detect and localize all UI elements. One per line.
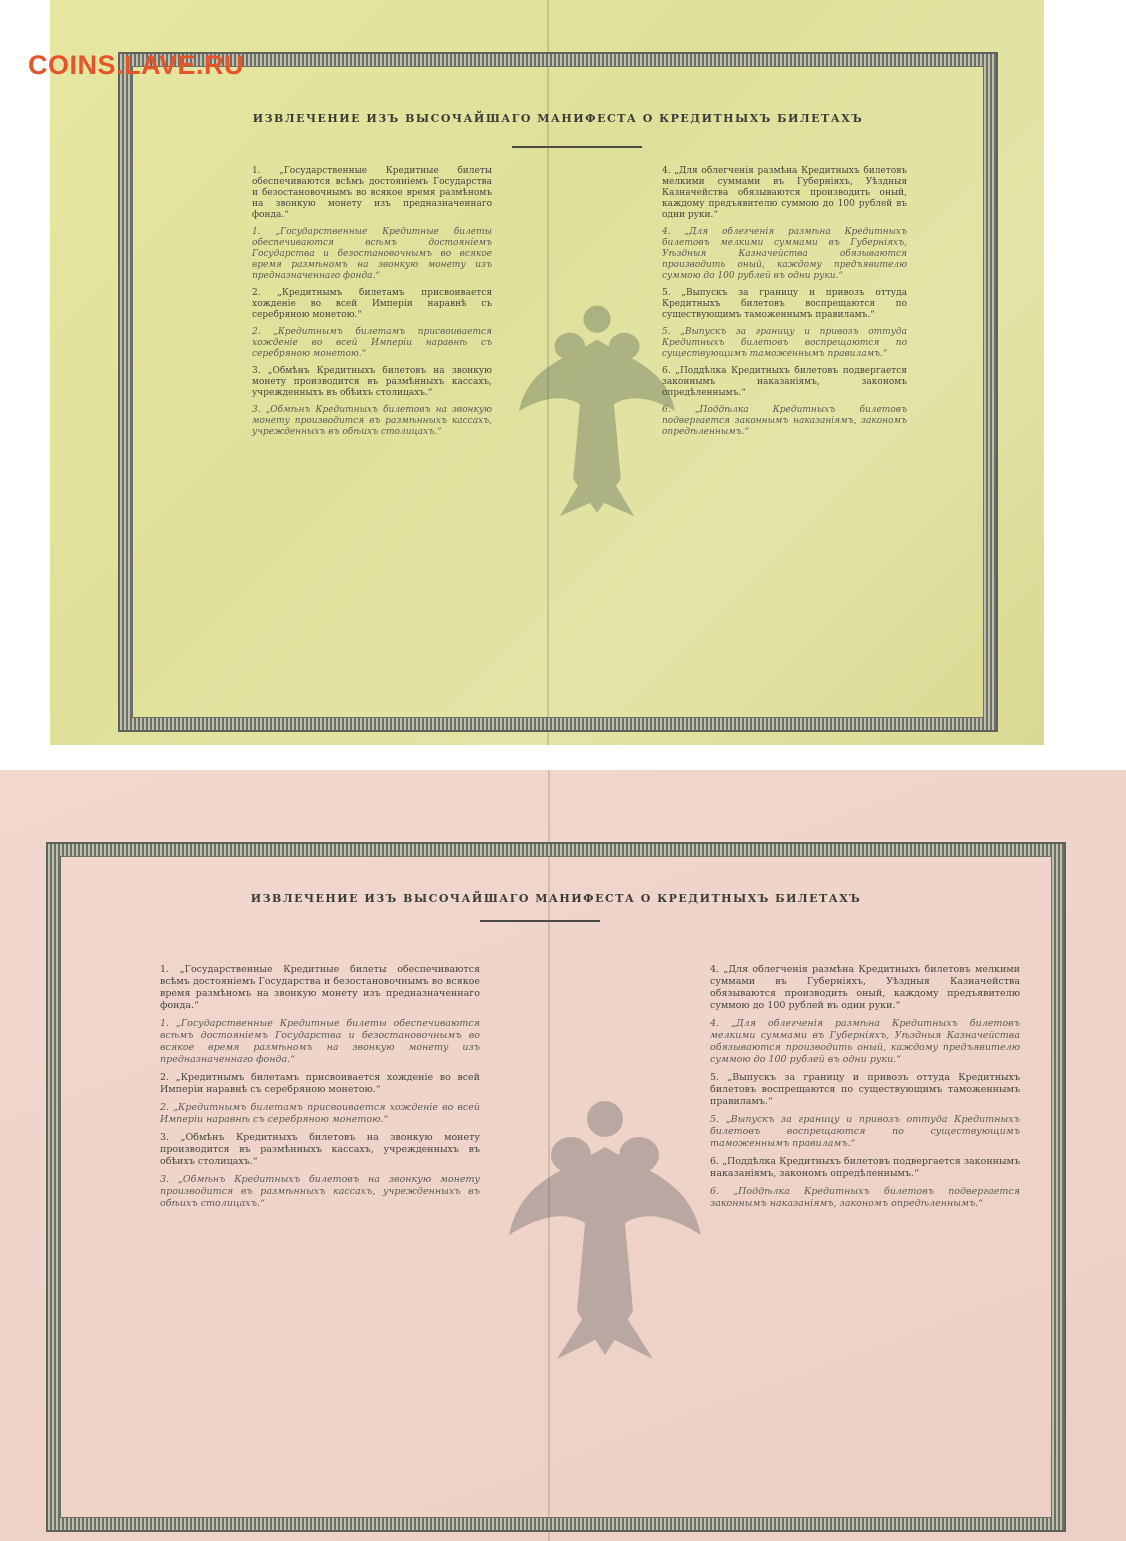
clause-5-italic: 5. „Выпускъ за границу и привозъ оттуда Кредитныхъ билетовъ воспрещаются по существующимъ таможеннымъ правиламъ.“ [710, 1114, 1020, 1149]
clause-4-italic: 4. „Для облегченія размѣна Кредитныхъ билетовъ мелкими суммами въ Губерніяхъ, Уѣздныя Казначейства обязываются производить оный, каждому предъявителю суммою до 100 рублей въ одни руки.“ [710, 1018, 1020, 1065]
clause-5: 5. „Выпускъ за границу и привозъ оттуда Кредитныхъ билетовъ воспрещаются по существующимъ таможеннымъ правиламъ.“ [662, 288, 907, 320]
clause-1-italic: 1. „Государственные Кредитные билеты обеспечиваются всѣмъ достояніемъ Государства и безостановочнымъ во всякое время размѣномъ на звонкую монету изъ предназначеннаго фонда.“ [160, 1018, 480, 1065]
double-headed-eagle-icon [512, 291, 682, 531]
clause-6-italic: 6. „Поддѣлка Кредитныхъ билетовъ подвергается законнымъ наказаніямъ, закономъ опредѣленнымъ.“ [710, 1186, 1020, 1209]
clause-6-italic: 6. „Поддѣлка Кредитныхъ билетовъ подвергается законнымъ наказаніямъ, закономъ опредѣленнымъ.“ [662, 405, 907, 437]
clause-6: 6. „Поддѣлка Кредитныхъ билетовъ подвергается законнымъ наказаніямъ, закономъ опредѣленнымъ.“ [710, 1156, 1020, 1179]
clause-3: 3. „Обмѣнъ Кредитныхъ билетовъ на звонкую монету производится въ размѣнныхъ кассахъ, учрежденныхъ въ обѣихъ столицахъ.“ [160, 1132, 480, 1167]
text-column-left [252, 166, 492, 444]
clause-2: 2. „Кредитнымъ билетамъ присвоивается хожденіе во всей Имперіи наравнѣ съ серебряною монетою.“ [160, 1072, 480, 1095]
manifesto-title: ИЗВЛЕЧЕНИЕ ИЗЪ ВЫСОЧАЙШАГО МАНИФЕСТА О КРЕДИТНЫХЪ БИЛЕТАХЪ [252, 112, 864, 125]
clause-1: 1. „Государственные Кредитные билеты обеспечиваются всѣмъ достояніемъ Государства и безостановочнымъ во всякое время размѣномъ на звонкую монету изъ предназначеннаго фонда.“ [160, 964, 480, 1011]
text-column-right [662, 166, 907, 444]
text-column-right [710, 964, 1020, 1216]
ornamental-frame [118, 52, 998, 732]
clause-2-italic: 2. „Кредитнымъ билетамъ присвоивается хожденіе во всей Имперіи наравнѣ съ серебряною монетою.“ [252, 327, 492, 359]
clause-3-italic: 3. „Обмѣнъ Кредитныхъ билетовъ на звонкую монету производится въ размѣнныхъ кассахъ, учрежденныхъ въ обѣихъ столицахъ.“ [160, 1174, 480, 1209]
banknote-top [50, 0, 1044, 745]
manifesto-title: ИЗВЛЕЧЕНИЕ ИЗЪ ВЫСОЧАЙШАГО МАНИФЕСТА О КРЕДИТНЫХЪ БИЛЕТАХЪ [250, 892, 862, 905]
site-watermark: COINS.LAVE.RU [28, 50, 245, 80]
clause-1: 1. „Государственные Кредитные билеты обеспечиваются всѣмъ достояніемъ Государства и безостановочнымъ во всякое время размѣномъ на звонкую монету изъ предназначеннаго фонда.“ [252, 166, 492, 220]
double-headed-eagle-icon [500, 1091, 710, 1371]
banknote-bottom [0, 770, 1126, 1541]
clause-5: 5. „Выпускъ за границу и привозъ оттуда Кредитныхъ билетовъ воспрещаются по существующимъ таможеннымъ правиламъ.“ [710, 1072, 1020, 1107]
ornamental-frame [46, 842, 1066, 1532]
clause-3: 3. „Обмѣнъ Кредитныхъ билетовъ на звонкую монету производится въ размѣнныхъ кассахъ, учрежденныхъ въ обѣихъ столицахъ.“ [252, 366, 492, 398]
title-rule [480, 920, 600, 922]
clause-5-italic: 5. „Выпускъ за границу и привозъ оттуда Кредитныхъ билетовъ воспрещаются по существующимъ таможеннымъ правиламъ.“ [662, 327, 907, 359]
clause-2: 2. „Кредитнымъ билетамъ присвоивается хожденіе во всей Имперіи наравнѣ съ серебряною монетою.“ [252, 288, 492, 320]
title-rule [512, 146, 642, 148]
clause-6: 6. „Поддѣлка Кредитныхъ билетовъ подвергается законнымъ наказаніямъ, закономъ опредѣленнымъ.“ [662, 366, 907, 398]
clause-2-italic: 2. „Кредитнымъ билетамъ присвоивается хожденіе во всей Имперіи наравнѣ съ серебряною монетою.“ [160, 1102, 480, 1125]
text-column-left [160, 964, 480, 1216]
clause-3-italic: 3. „Обмѣнъ Кредитныхъ билетовъ на звонкую монету производится въ размѣнныхъ кассахъ, учрежденныхъ въ обѣихъ столицахъ.“ [252, 405, 492, 437]
clause-4-italic: 4. „Для облегченія размѣна Кредитныхъ билетовъ мелкими суммами въ Губерніяхъ, Уѣздныя Казначейства обязываются производить оный, каждому предъявителю суммою до 100 рублей въ одни руки.“ [662, 227, 907, 281]
clause-4: 4. „Для облегченія размѣна Кредитныхъ билетовъ мелкими суммами въ Губерніяхъ, Уѣздныя Казначейства обязываются производить оный, каждому предъявителю суммою до 100 рублей въ одни руки.“ [710, 964, 1020, 1011]
clause-1-italic: 1. „Государственные Кредитные билеты обеспечиваются всѣмъ достояніемъ Государства и безостановочнымъ во всякое время размѣномъ на звонкую монету изъ предназначеннаго фонда.“ [252, 227, 492, 281]
clause-4: 4. „Для облегченія размѣна Кредитныхъ билетовъ мелкими суммами въ Губерніяхъ, Уѣздныя Казначейства обязываются производить оный, каждому предъявителю суммою до 100 рублей въ одни руки.“ [662, 166, 907, 220]
